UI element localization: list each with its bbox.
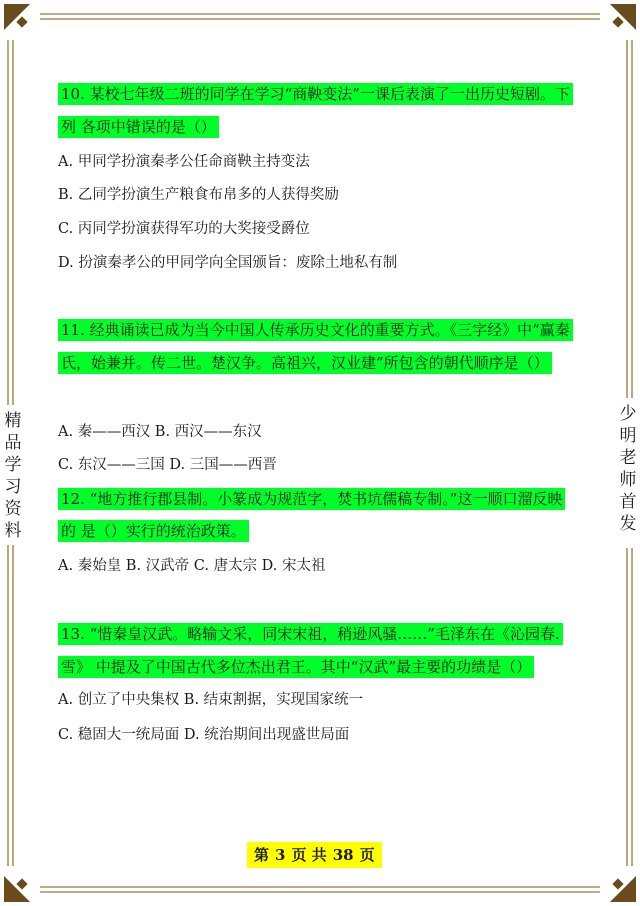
question-13-stem-line-2: 雪》 中提及了中国古代多位杰出君王。其中“汉武”最主要的功绩是（）	[58, 653, 534, 681]
question-10-stem-line-2: 列 各项中错误的是（）	[58, 113, 219, 141]
side-label-left: 精 品 学 习 资 料	[2, 410, 24, 542]
question-11-option-ab: A. 秦——西汉 B. 西汉——东汉	[58, 424, 262, 440]
question-10-option-b: B. 乙同学扮演生产粮食布帛多的人获得奖励	[58, 187, 339, 203]
question-13-option-ab: A. 创立了中央集权 B. 结束割据，实现国家统一	[58, 692, 364, 708]
question-10-option-c: C. 丙同学扮演获得军功的大奖接受爵位	[58, 221, 310, 237]
question-12-stem-line-2: 的 是（）实行的统治政策。	[58, 517, 249, 545]
question-10-stem-line-1: 10. 某校七年级二班的同学在学习“商鞅变法”一课后表演了一出历史短剧。下	[58, 80, 573, 108]
question-11-option-cd: C. 东汉——三国 D. 三国——西晋	[58, 457, 277, 473]
side-label-right: 少 明 老 师 首 发	[617, 403, 639, 535]
question-10-option-d: D. 扮演秦孝公的甲同学向全国颁旨：废除土地私有制	[58, 255, 398, 271]
question-13-option-cd: C. 稳固大一统局面 D. 统治期间出现盛世局面	[58, 727, 350, 743]
question-13-stem-line-1: 13. “惜秦皇汉武。略输文采，同宋宋祖，稍逊风骚……”毛泽东在《沁园春.	[58, 620, 563, 648]
question-10-option-a: A. 甲同学扮演秦孝公任命商鞅主持变法	[58, 154, 310, 170]
question-12-stem-line-1: 12. “地方推行郡县制。小篆成为规范字，焚书坑儒稿专制。”这一顺口溜反映	[58, 485, 565, 513]
question-11-stem-line-1: 11. 经典诵读已成为当今中国人传承历史文化的重要方式。《三字经》中“赢秦	[58, 316, 573, 344]
page-number: 第 3 页 共 38 页	[247, 842, 382, 868]
question-12-options: A. 秦始皇 B. 汉武帝 C. 唐太宗 D. 宋太祖	[58, 558, 326, 574]
question-11-stem-line-2: 氏，始兼并。传二世。楚汉争。高祖兴，汉业建”所包含的朝代顺序是（）	[58, 349, 552, 377]
